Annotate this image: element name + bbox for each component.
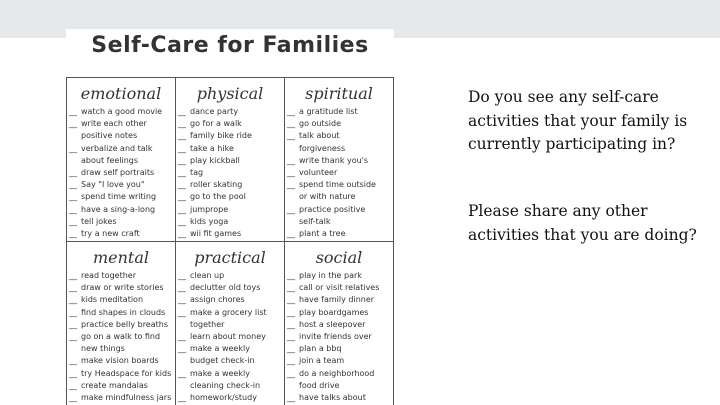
activity-label: cleaning check-in <box>190 380 261 390</box>
activity-item <box>69 216 175 228</box>
activity-item <box>178 167 284 179</box>
worksheet-title: Self-Care for Families <box>91 33 369 58</box>
activity-label: declutter old toys <box>190 283 261 293</box>
activity-label: roller skating <box>190 180 243 190</box>
activity-label: make a weekly <box>190 344 250 354</box>
category-heading: social <box>315 248 363 267</box>
activity-list <box>176 106 284 240</box>
activity-label: write thank you's <box>299 155 369 165</box>
checkbox-blank: __ <box>69 107 77 116</box>
checkbox-blank: __ <box>287 393 295 403</box>
activity-item <box>287 130 393 142</box>
checkbox-blank: __ <box>178 295 186 305</box>
activity-item <box>178 143 284 155</box>
checkbox-blank: __ <box>287 283 295 293</box>
activity-item <box>287 228 393 240</box>
activity-label: positive notes <box>81 131 138 141</box>
activity-label: take a hike <box>190 143 234 153</box>
activity-label: create mandalas <box>81 380 148 390</box>
activity-item <box>287 143 393 155</box>
activity-item <box>178 228 284 240</box>
category-heading: physical <box>196 84 264 103</box>
activity-label: assign chores <box>190 295 245 305</box>
activity-label: do a neighborhood <box>299 368 375 378</box>
checkbox-blank: __ <box>69 271 77 280</box>
activity-item <box>287 355 393 367</box>
category-cell <box>176 78 284 241</box>
activity-item <box>178 270 284 282</box>
activity-list <box>285 270 393 404</box>
activity-item <box>178 392 284 404</box>
activity-label: homework/study <box>190 393 257 403</box>
checkbox-blank: __ <box>69 143 77 153</box>
activity-label: volunteer <box>299 168 338 178</box>
checkbox-blank: __ <box>287 119 295 129</box>
activity-item <box>69 155 175 167</box>
activity-label: call or visit relatives <box>299 283 380 293</box>
checkbox-blank: __ <box>287 229 295 239</box>
activity-label: plant a tree <box>299 229 346 239</box>
activity-label: watch a good movie <box>81 107 163 116</box>
activity-label: verbalize and talk <box>81 143 153 153</box>
checkbox-blank: __ <box>178 155 186 165</box>
checkbox-blank: __ <box>287 344 295 354</box>
activity-label: tell jokes <box>81 216 117 226</box>
activity-item <box>178 130 284 142</box>
activity-item <box>178 155 284 167</box>
checkbox-blank: __ <box>178 307 186 317</box>
checkbox-blank: __ <box>69 229 77 239</box>
activity-item <box>287 216 393 228</box>
checkbox-blank: __ <box>178 368 186 378</box>
activity-label: have talks about <box>299 393 366 403</box>
activity-label: draw or write stories <box>81 283 164 293</box>
activity-item <box>69 191 175 203</box>
activity-item <box>287 179 393 191</box>
checkbox-blank: __ <box>69 283 77 293</box>
activity-item <box>178 343 284 355</box>
checkbox-blank: __ <box>69 368 77 378</box>
activity-label: play in the park <box>299 271 362 280</box>
checkbox-blank: __ <box>178 393 186 403</box>
activity-label: go to the pool <box>190 192 246 202</box>
activity-label: spend time writing <box>81 192 157 202</box>
checkbox-blank: __ <box>69 393 77 403</box>
activity-label: host a sleepover <box>299 319 366 329</box>
activity-item <box>178 368 284 380</box>
activity-item <box>178 355 284 367</box>
activity-item <box>178 331 284 343</box>
activity-label: play kickball <box>190 155 240 165</box>
category-heading: emotional <box>80 84 162 103</box>
activity-item <box>178 319 284 331</box>
checkbox-blank: __ <box>178 131 186 141</box>
activity-list <box>285 106 393 240</box>
checkbox-blank: __ <box>69 216 77 226</box>
activity-label: make a weekly <box>190 368 250 378</box>
activity-label: invite friends over <box>299 332 372 342</box>
activity-item <box>69 392 175 404</box>
checkbox-blank: __ <box>178 216 186 226</box>
activity-item <box>287 270 393 282</box>
activity-item <box>287 155 393 167</box>
discussion-question-1: Do you see any self-care activities that your family is currently participating in? <box>468 88 688 153</box>
activity-label: make a grocery list <box>190 307 267 317</box>
activity-item <box>178 204 284 216</box>
activity-label: draw self portraits <box>81 168 155 178</box>
activity-label: self-talk <box>299 216 331 226</box>
checkbox-blank: __ <box>178 283 186 293</box>
activity-label: about feelings <box>81 155 139 165</box>
activity-item <box>69 118 175 130</box>
checkbox-blank: __ <box>69 307 77 317</box>
activity-item <box>69 319 175 331</box>
self-care-worksheet <box>66 29 394 405</box>
activity-item <box>178 191 284 203</box>
activity-item <box>178 118 284 130</box>
checkbox-blank: __ <box>287 271 295 280</box>
activity-item <box>287 282 393 294</box>
activity-label: a gratitude list <box>299 107 358 116</box>
activity-item <box>287 307 393 319</box>
activity-item <box>178 294 284 306</box>
activity-label: forgiveness <box>299 143 346 153</box>
checkbox-blank: __ <box>287 368 295 378</box>
activity-label: spend time outside <box>299 180 376 190</box>
activity-item <box>178 282 284 294</box>
checkbox-blank: __ <box>287 295 295 305</box>
activity-label: wii fit games <box>190 229 242 239</box>
activity-label: budget check-in <box>190 356 255 366</box>
activity-list <box>176 270 284 404</box>
activity-item <box>69 282 175 294</box>
checkbox-blank: __ <box>178 180 186 190</box>
activity-item <box>69 331 175 343</box>
activity-label: make mindfulness jars <box>81 393 172 403</box>
activity-label: have family dinner <box>299 295 375 305</box>
checkbox-blank: __ <box>178 107 186 116</box>
activity-item <box>69 270 175 282</box>
checkbox-blank: __ <box>69 192 77 202</box>
checkbox-blank: __ <box>178 143 186 153</box>
activity-label: go on a walk to find <box>81 332 161 342</box>
discussion-question-2: Please share any other activities that you are doing? <box>468 202 697 244</box>
checkbox-blank: __ <box>287 107 295 116</box>
activity-item <box>69 167 175 179</box>
activity-item <box>69 380 175 392</box>
activity-label: go for a walk <box>190 119 242 129</box>
checkbox-blank: __ <box>69 356 77 366</box>
activity-item <box>69 294 175 306</box>
checkbox-blank: __ <box>69 119 77 129</box>
activity-item <box>69 179 175 191</box>
activity-item <box>178 106 284 118</box>
activity-item <box>69 368 175 380</box>
activity-label: try a new craft <box>81 229 140 239</box>
activity-label: practice belly breaths <box>81 319 169 329</box>
activity-label: or with nature <box>299 192 356 202</box>
checkbox-blank: __ <box>287 155 295 165</box>
activity-label: new things <box>81 344 125 354</box>
activity-item <box>287 294 393 306</box>
activity-label: jumprope <box>190 204 229 214</box>
checkbox-blank: __ <box>287 168 295 178</box>
activity-item <box>178 380 284 392</box>
category-cell <box>176 242 284 405</box>
checkbox-blank: __ <box>287 307 295 317</box>
checkbox-blank: __ <box>178 192 186 202</box>
category-heading: mental <box>92 248 150 267</box>
activity-item <box>69 204 175 216</box>
checkbox-blank: __ <box>69 319 77 329</box>
activity-item <box>287 204 393 216</box>
checkbox-blank: __ <box>69 180 77 190</box>
activity-item <box>69 106 175 118</box>
category-cell <box>285 78 393 241</box>
activity-item <box>287 167 393 179</box>
checkbox-blank: __ <box>178 332 186 342</box>
category-heading: practical <box>194 248 266 267</box>
activity-list <box>67 106 175 240</box>
checkbox-blank: __ <box>287 319 295 329</box>
activity-label: kids meditation <box>81 295 144 305</box>
activity-label: have a sing-a-long <box>81 204 156 214</box>
checkbox-blank: __ <box>69 295 77 305</box>
activity-label: plan a bbq <box>299 344 342 354</box>
category-cell <box>285 242 393 405</box>
activity-label: learn about money <box>190 332 266 342</box>
activity-grid <box>66 77 394 405</box>
activity-item <box>287 191 393 203</box>
checkbox-blank: __ <box>178 204 186 214</box>
activity-item <box>178 216 284 228</box>
activity-item <box>69 228 175 240</box>
checkbox-blank: __ <box>287 131 295 141</box>
activity-item <box>287 380 393 392</box>
activity-item <box>287 392 393 404</box>
activity-label: family bike ride <box>190 131 252 141</box>
activity-label: kids yoga <box>190 216 229 226</box>
activity-item <box>69 307 175 319</box>
activity-label: write each other <box>81 119 147 129</box>
activity-list <box>67 270 175 404</box>
activity-label: find shapes in clouds <box>81 307 166 317</box>
checkbox-blank: __ <box>178 271 186 280</box>
checkbox-blank: __ <box>287 180 295 190</box>
activity-label: talk about <box>299 131 340 141</box>
checkbox-blank: __ <box>69 204 77 214</box>
checkbox-blank: __ <box>178 168 186 178</box>
activity-label: play boardgames <box>299 307 369 317</box>
activity-item <box>69 143 175 155</box>
activity-label: clean up <box>190 271 225 280</box>
activity-item <box>287 343 393 355</box>
activity-item <box>69 355 175 367</box>
activity-item <box>287 118 393 130</box>
activity-label: go outside <box>299 119 342 129</box>
activity-label: try Headspace for kids <box>81 368 172 378</box>
activity-label: together <box>190 319 225 329</box>
activity-label: dance party <box>190 107 239 116</box>
checkbox-blank: __ <box>178 344 186 354</box>
activity-item <box>69 343 175 355</box>
checkbox-blank: __ <box>69 168 77 178</box>
checkbox-blank: __ <box>178 119 186 129</box>
activity-item <box>178 179 284 191</box>
activity-item <box>69 130 175 142</box>
activity-item <box>287 368 393 380</box>
checkbox-blank: __ <box>69 380 77 390</box>
activity-item <box>287 319 393 331</box>
activity-label: practice positive <box>299 204 366 214</box>
activity-item <box>178 307 284 319</box>
activity-label: read together <box>81 271 137 280</box>
activity-label: Say "I love you" <box>81 180 145 190</box>
activity-item <box>287 331 393 343</box>
category-cell <box>67 242 175 405</box>
checkbox-blank: __ <box>287 204 295 214</box>
checkbox-blank: __ <box>178 229 186 239</box>
category-cell <box>67 78 175 241</box>
activity-label: join a team <box>299 356 345 366</box>
activity-label: food drive <box>299 380 340 390</box>
activity-label: tag <box>190 168 204 178</box>
row-divider <box>67 241 393 242</box>
activity-item <box>287 106 393 118</box>
category-heading: spiritual <box>305 84 373 103</box>
checkbox-blank: __ <box>287 332 295 342</box>
checkbox-blank: __ <box>287 356 295 366</box>
checkbox-blank: __ <box>69 332 77 342</box>
activity-label: make vision boards <box>81 356 159 366</box>
